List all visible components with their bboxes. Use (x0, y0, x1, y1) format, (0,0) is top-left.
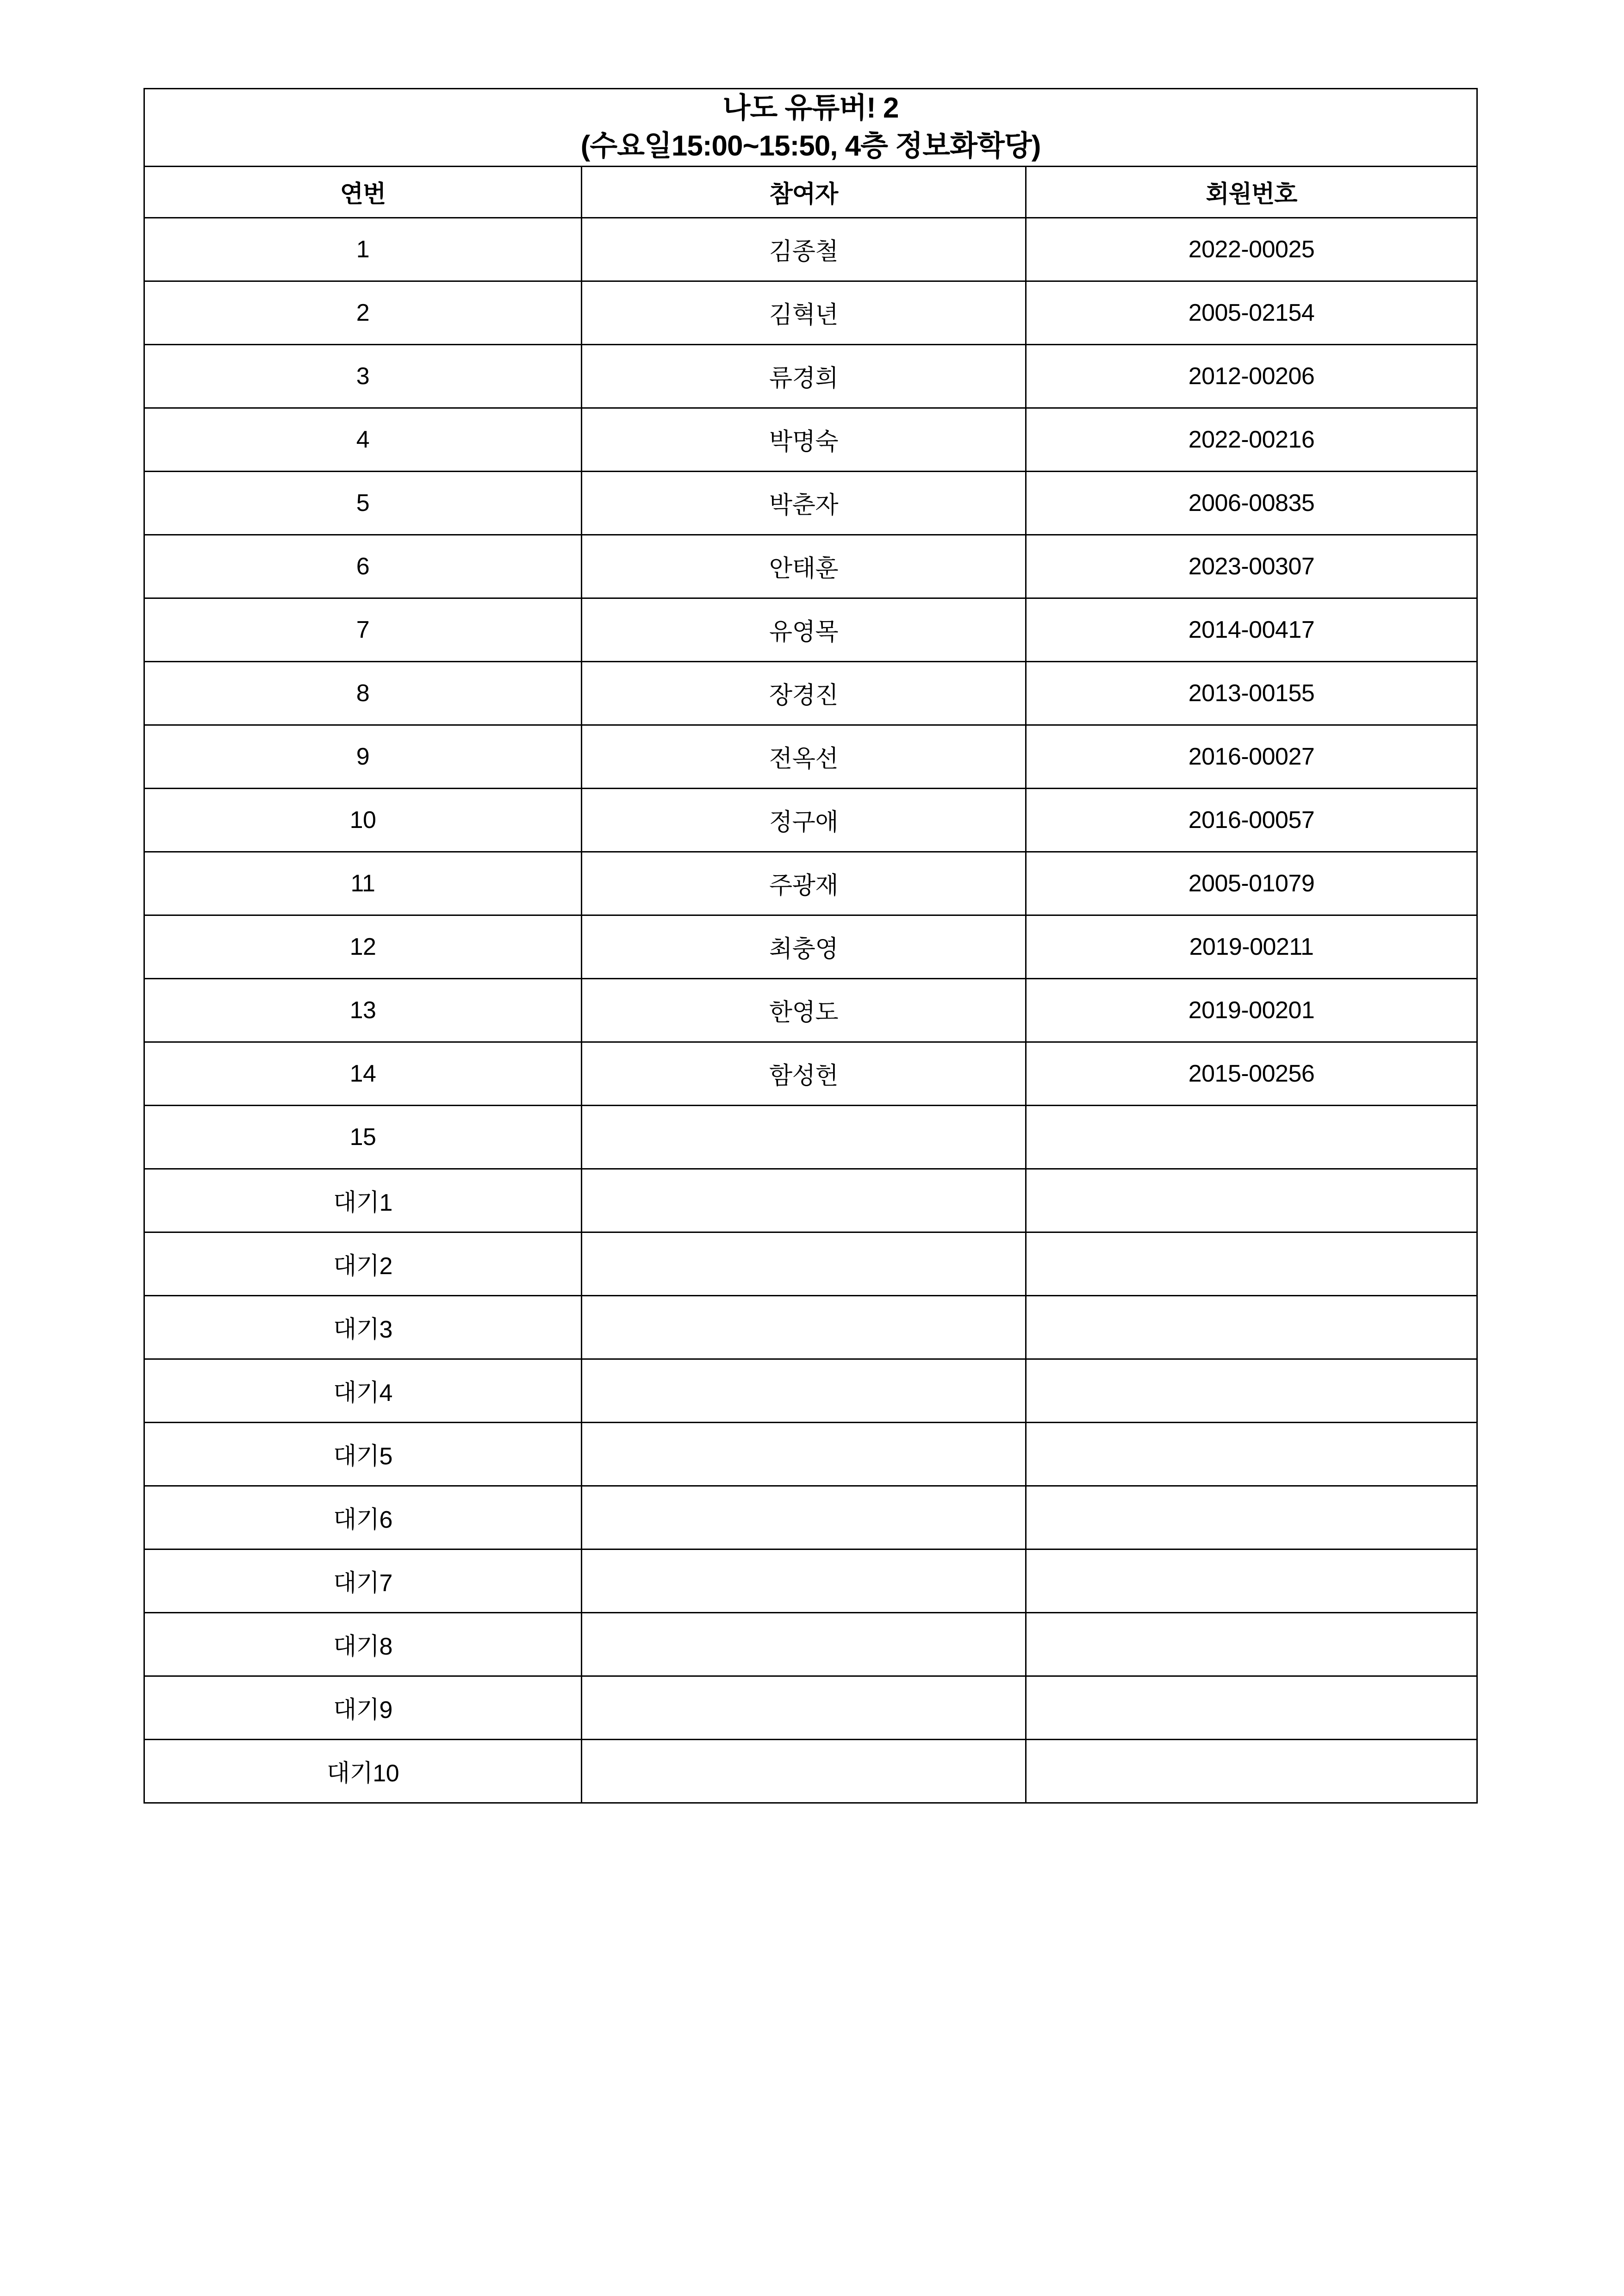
table-row (144, 1739, 1477, 1803)
cell-no: 3 (144, 344, 582, 408)
cell-no: 12 (144, 915, 582, 978)
cell-no: 6 (144, 535, 582, 598)
title-row (144, 89, 1477, 167)
table-row (144, 1612, 1477, 1676)
table-row (144, 598, 1477, 661)
table-row (144, 1105, 1477, 1169)
cell-no: 9 (144, 725, 582, 788)
cell-member-id (1026, 1676, 1477, 1739)
cell-member-id (1026, 1359, 1477, 1422)
cell-no: 4 (144, 408, 582, 471)
column-header-no: 연번 (144, 166, 582, 218)
table-row (144, 788, 1477, 852)
cell-name (582, 1232, 1026, 1295)
table-row (144, 1169, 1477, 1232)
cell-member-id: 2013-00155 (1026, 661, 1477, 725)
cell-name: 최충영 (582, 915, 1026, 978)
table-row (144, 1549, 1477, 1612)
cell-member-id (1026, 1486, 1477, 1549)
cell-no: 대기1 (144, 1169, 582, 1232)
column-header-participant: 참여자 (582, 166, 1026, 218)
cell-name: 김혁년 (582, 281, 1026, 344)
cell-no: 13 (144, 978, 582, 1042)
table-header-row (144, 166, 1477, 218)
cell-no: 대기7 (144, 1549, 582, 1612)
cell-name (582, 1612, 1026, 1676)
cell-no: 대기10 (144, 1739, 582, 1803)
table-row (144, 915, 1477, 978)
cell-name (582, 1549, 1026, 1612)
cell-member-id: 2015-00256 (1026, 1042, 1477, 1105)
table-row (144, 978, 1477, 1042)
cell-no: 대기9 (144, 1676, 582, 1739)
cell-member-id (1026, 1169, 1477, 1232)
cell-name (582, 1739, 1026, 1803)
cell-name: 주광재 (582, 852, 1026, 915)
cell-no: 11 (144, 852, 582, 915)
cell-member-id (1026, 1549, 1477, 1612)
cell-member-id: 2005-01079 (1026, 852, 1477, 915)
cell-name: 류경희 (582, 344, 1026, 408)
table-row (144, 535, 1477, 598)
cell-name: 김종철 (582, 218, 1026, 281)
cell-name: 박춘자 (582, 471, 1026, 535)
cell-member-id (1026, 1105, 1477, 1169)
cell-name (582, 1486, 1026, 1549)
table-row (144, 1422, 1477, 1486)
table-row (144, 344, 1477, 408)
cell-no: 5 (144, 471, 582, 535)
table-row (144, 408, 1477, 471)
cell-member-id: 2014-00417 (1026, 598, 1477, 661)
cell-member-id: 2006-00835 (1026, 471, 1477, 535)
cell-name (582, 1295, 1026, 1359)
column-header-member-id: 회원번호 (1026, 166, 1477, 218)
cell-member-id: 2016-00027 (1026, 725, 1477, 788)
cell-no: 대기3 (144, 1295, 582, 1359)
table-row (144, 218, 1477, 281)
cell-no: 7 (144, 598, 582, 661)
cell-name: 안태훈 (582, 535, 1026, 598)
table-row (144, 1676, 1477, 1739)
cell-no: 대기6 (144, 1486, 582, 1549)
cell-member-id: 2023-00307 (1026, 535, 1477, 598)
cell-no: 14 (144, 1042, 582, 1105)
cell-no: 2 (144, 281, 582, 344)
cell-name (582, 1359, 1026, 1422)
cell-member-id: 2012-00206 (1026, 344, 1477, 408)
cell-name (582, 1169, 1026, 1232)
cell-name: 전옥선 (582, 725, 1026, 788)
cell-member-id (1026, 1232, 1477, 1295)
cell-name: 장경진 (582, 661, 1026, 725)
cell-member-id: 2005-02154 (1026, 281, 1477, 344)
cell-no: 대기8 (144, 1612, 582, 1676)
table-row (144, 1295, 1477, 1359)
cell-member-id (1026, 1739, 1477, 1803)
table-row (144, 1486, 1477, 1549)
participant-roster-table (143, 88, 1478, 1804)
cell-name (582, 1422, 1026, 1486)
cell-name: 함성헌 (582, 1042, 1026, 1105)
table-row (144, 852, 1477, 915)
cell-name (582, 1676, 1026, 1739)
table-row (144, 1232, 1477, 1295)
table-row (144, 725, 1477, 788)
table-row (144, 1359, 1477, 1422)
cell-name: 유영목 (582, 598, 1026, 661)
cell-name: 박명숙 (582, 408, 1026, 471)
cell-member-id (1026, 1612, 1477, 1676)
cell-member-id: 2022-00025 (1026, 218, 1477, 281)
page-subtitle: (수요일15:00~15:50, 4층 정보화학당) (580, 130, 1041, 162)
cell-no: 대기4 (144, 1359, 582, 1422)
table-row (144, 1042, 1477, 1105)
cell-member-id: 2016-00057 (1026, 788, 1477, 852)
cell-member-id: 2022-00216 (1026, 408, 1477, 471)
table-row (144, 661, 1477, 725)
cell-no: 10 (144, 788, 582, 852)
document-title-cell (144, 89, 1477, 167)
cell-no: 15 (144, 1105, 582, 1169)
page-title: 나도 유튜버! 2 (722, 92, 899, 124)
table-row (144, 281, 1477, 344)
roster-body (144, 89, 1477, 1803)
cell-no: 8 (144, 661, 582, 725)
cell-member-id: 2019-00211 (1026, 915, 1477, 978)
cell-no: 1 (144, 218, 582, 281)
cell-name: 정구애 (582, 788, 1026, 852)
cell-member-id (1026, 1295, 1477, 1359)
cell-no: 대기2 (144, 1232, 582, 1295)
cell-name (582, 1105, 1026, 1169)
cell-member-id (1026, 1422, 1477, 1486)
cell-no: 대기5 (144, 1422, 582, 1486)
cell-member-id: 2019-00201 (1026, 978, 1477, 1042)
cell-name: 한영도 (582, 978, 1026, 1042)
table-row (144, 471, 1477, 535)
